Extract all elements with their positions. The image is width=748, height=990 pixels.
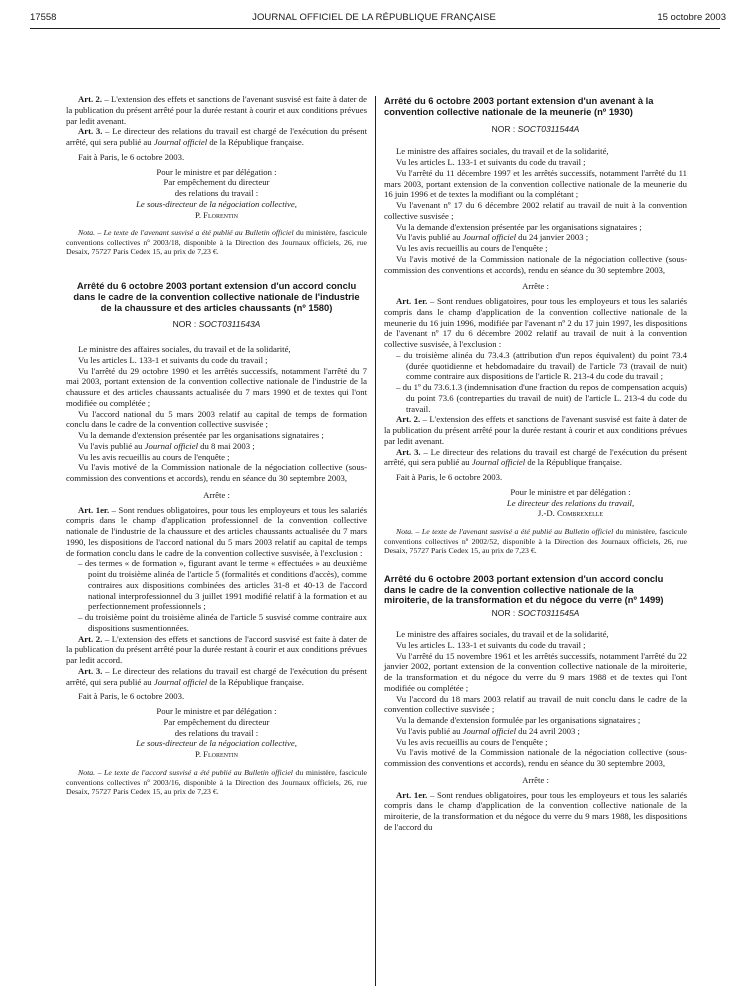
- arrete-heading: Arrête :: [522, 281, 549, 292]
- visa: Vu l'avis motivé de la Commission nationale de la négociation collective (sous-commission des conventions et accords), rendu en séance du 30 septembre 2003,: [384, 747, 687, 769]
- visa: Vu l'avis motivé de la Commission nationale de la négociation collective (sous-commission des conventions et accords), rendu en séance du 30 septembre 2003,: [384, 253, 687, 275]
- visa: Vu les articles L. 133-1 et suivants du code du travail ;: [396, 157, 586, 168]
- visa: Vu l'avis publié au Journal officiel du 24 janvier 2003 ;: [396, 232, 589, 243]
- exclusion-item: – du troisième point du troisième alinéa de l'article 5 susvisé comme contraire aux dispositions susmentionnées.: [78, 612, 367, 633]
- visa: Vu l'arrêté du 11 décembre 1997 et les arrêtés successifs, notamment l'arrêté du 11 mars 2003, portant extension de la convention collective nationale de la meunerie du 16 juin 1996 et de textes la modifiant ou la complétant ;: [384, 167, 687, 200]
- article-2: Art. 2. – L'extension des effets et sanctions de l'avenant susvisé est faite à dater de la publication du présent arrêté pour la durée restant à courir et aux conditions prévues par ledit avenant.: [66, 94, 367, 126]
- journal-title: JOURNAL OFFICIEL DE LA RÉPUBLIQUE FRANÇAISE: [252, 12, 496, 23]
- visa: Vu l'avenant nº 17 du 6 décembre 2002 relatif au travail de nuit à la convention collective susvisée ;: [384, 200, 687, 221]
- visa: Vu les avis recueillis au cours de l'enquête ;: [396, 736, 548, 747]
- visa: Vu l'avis motivé de la Commission nationale de la négociation collective (sous-commission des conventions et accords), rendu en séance du 30 septembre 2003,: [66, 462, 367, 484]
- article-2: Art. 2. – L'extension des effets et sanctions de l'accord susvisé est faite à dater de la publication du présent arrêté pour la durée restant à courir et aux conditions prévues par ledit accord.: [66, 633, 367, 666]
- visa: Le ministre des affaires sociales, du travail et de la solidarité,: [396, 629, 609, 640]
- visa: Vu la demande d'extension présentée par les organisations signataires ;: [396, 221, 642, 232]
- right-column: [384, 96, 687, 833]
- left-column: [66, 94, 367, 797]
- article-title: Arrêté du 6 octobre 2003 portant extension d'un accord conclu dans le cadre de la convention collective nationale de la miroiterie, de la transformation et du négoce du verre (nº 1499): [384, 572, 664, 606]
- fait-line: Fait à Paris, le 6 octobre 2003.: [396, 472, 503, 483]
- visa: Vu l'accord national du 5 mars 2003 relatif au capital de temps de formation conclu dans le cadre de la convention collective susvisée ;: [66, 408, 367, 430]
- visa: Vu l'avis publié au Journal officiel du 8 mai 2003 ;: [78, 440, 255, 451]
- visa: Vu les avis recueillis au cours de l'enquête ;: [396, 243, 548, 254]
- article-1: Art. 1er. – Sont rendues obligatoires, pour tous les employeurs et tous les salariés compris dans le champ d'application professionnel de la convention collective nationale de l'industrie de la chaussure et des articles chaussants actualisée du 7 mars 1990, les dispositions de l'accord national du 5 mars 2003 relatif au capital de temps de formation conclu dans le cadre de la convention collective susvisée, à l'exclusion :: [66, 504, 367, 558]
- nota: Nota. – Le texte de l'avenant susvisé a été publié au Bulletin officiel du ministère, fascicule conventions collectives nº 2003/18, disponible à la Direction des Journaux officiels, 26, rue Desaix, 75727 Paris Cedex 15, au prix de 7,23 €.: [66, 228, 368, 257]
- visa: Le ministre des affaires sociales, du travail et de la solidarité,: [396, 146, 609, 157]
- article-title: Arrêté du 6 octobre 2003 portant extension d'un accord conclu dans le cadre de la convention collective nationale de l'industrie de la chaussure et des articles chaussants (nº 1580): [73, 280, 360, 313]
- header-rule: [30, 28, 720, 29]
- article-title: Arrêté du 6 octobre 2003 portant extension d'un avenant à la convention collective nationale de la meunerie (nº 1930): [384, 95, 654, 117]
- article-2: Art. 2. – L'extension des effets et sanctions de l'avenant susvisé est faite à dater de la publication du présent arrêté pour la durée restant à courir et aux conditions prévues par ledit avenant.: [384, 414, 687, 446]
- nota: Nota. – Le texte de l'avenant susvisé a été publié au Bulletin officiel du ministère, fascicule conventions collectives nº 2002/52, disponible à la Direction des Journaux officiels, 26, rue Desaix, 75727 Paris Cedex 15, au prix de 7,23 €.: [384, 527, 687, 556]
- visa: Vu la demande d'extension formulée par les organisations signataires ;: [396, 715, 641, 726]
- visa: Le ministre des affaires sociales, du travail et de la solidarité,: [78, 344, 291, 355]
- page-header: [0, 10, 748, 26]
- exclusion-item: – du troisième alinéa du 73.4.3 (attribution d'un repos équivalent) du point 73.4 (durée quotidienne et hebdomadaire du travail) de l'article 73 (travail de nuit) comme contraire aux dispositions de l'article R. 213-4 du code du travail ;: [396, 349, 687, 382]
- page-number: 17558: [30, 12, 57, 23]
- visa: Vu la demande d'extension présentée par les organisations signataires ;: [78, 430, 324, 441]
- fait-line: Fait à Paris, le 6 octobre 2003.: [78, 691, 185, 702]
- visa: Vu l'accord du 18 mars 2003 relatif au travail de nuit conclu dans le cadre de la convention collective susvisée ;: [384, 693, 687, 715]
- article-3: Art. 3. – Le directeur des relations du travail est chargé de l'exécution du présent arrêté, qui sera publié au Journal officiel de la République française.: [66, 126, 367, 147]
- exclusion-item: – du 1º du 73.6.1.3 (indemnisation d'une fraction du repos de compensation acquis) du point 73.6 (contreparties du travail de nuit) de l'article L. 213-4 du code du travail.: [396, 382, 687, 414]
- article-1: Art. 1er. – Sont rendues obligatoires, pour tous les employeurs et tous les salariés compris dans le champ d'application de la convention collective nationale de la miroiterie, de la transformation et du négoce du verre du 9 mars 1988, les dispositions de l'accord du: [384, 789, 687, 832]
- nota: Nota. – Le texte de l'accord susvisé a été publié au Bulletin officiel du ministère, fascicule conventions collectives nº 2003/16, disponible à la Direction des Journaux officiels, 26, rue Desaix, 75727 Paris Cedex 15, au prix de 7,23 €.: [66, 767, 367, 797]
- article-3: Art. 3. – Le directeur des relations du travail est chargé de l'exécution du présent arrêté, qui sera publié au Journal officiel de la République française.: [66, 665, 367, 687]
- visa: Vu l'arrêté du 15 novembre 1961 et les arrêtés successifs, notamment l'arrêté du 22 janvier 2002, portant extension de la convention collective nationale de la miroiterie, de la transformation et du négoce du verre du 9 mars 1988 et de textes qui l'ont modifiée ou complétée ;: [384, 650, 687, 693]
- arrete-heading: Arrête :: [522, 774, 549, 785]
- article-3: Art. 3. – Le directeur des relations du travail est chargé de l'exécution du présent arrêté, qui sera publié au Journal officiel de la République française.: [384, 446, 687, 468]
- fait-line: Fait à Paris, le 6 octobre 2003.: [78, 151, 185, 162]
- visa: Vu l'arrêté du 29 octobre 1990 et les arrêtés successifs, notamment l'arrêté du 7 mai 2003, portant extension de la convention collective nationale de l'industrie de la chaussure et des articles chaussants actualisée du 7 mars 1990 et de textes qui l'ont modifiée ou complétée ;: [66, 365, 367, 408]
- nor-reference: NOR : SOCT0311544A: [491, 123, 580, 134]
- exclusion-item: – des termes « de formation », figurant avant le terme « effectuées » au deuxième point du troisième alinéa de l'article 5 (formalités et conditions d'accès), comme contraires aux dispositions combinées des articles 31-8 et 40-13 de l'accord national interprofessionnel du 3 juillet 1991 modifié relatif à la formation et au perfectionnement professionnels ;: [78, 558, 367, 612]
- visa: Vu les articles L. 133-1 et suivants du code du travail ;: [396, 639, 586, 650]
- signature-block: Pour le ministre et par délégation : Par empêchement du directeur des relations du travail : Le sous-directeur de la négociation collective, P. Florentin: [136, 166, 297, 220]
- article-1: Art. 1er. – Sont rendues obligatoires, pour tous les employeurs et tous les salariés compris dans le champ d'application de la convention collective nationale de la meunerie du 16 juin 1996, modifiée par l'avenant nº 2 du 17 juin 1997, les dispositions de l'avenant nº 17 du 6 décembre 2002 relatif au travail de nuit à la convention collective susvisée, à l'exclusion :: [384, 296, 687, 350]
- signature-block: Pour le ministre et par délégation : Par empêchement du directeur des relations du travail : Le sous-directeur de la négociation collective, P. Florentin: [136, 706, 297, 760]
- nor-reference: NOR : SOCT0311543A: [172, 319, 261, 330]
- visa: Vu l'avis publié au Journal officiel du 24 avril 2003 ;: [396, 725, 580, 736]
- issue-date: 15 octobre 2003: [657, 12, 726, 23]
- nor-reference: NOR : SOCT0311545A: [491, 608, 580, 619]
- visa: Vu les avis recueillis au cours de l'enquête ;: [78, 451, 230, 462]
- signature-block: Pour le ministre et par délégation : Le directeur des relations du travail, J.-D. Combrexelle: [506, 486, 635, 519]
- column-divider: [375, 96, 376, 986]
- arrete-heading: Arrête :: [203, 489, 230, 500]
- visa: Vu les articles L. 133-1 et suivants du code du travail ;: [78, 354, 268, 365]
